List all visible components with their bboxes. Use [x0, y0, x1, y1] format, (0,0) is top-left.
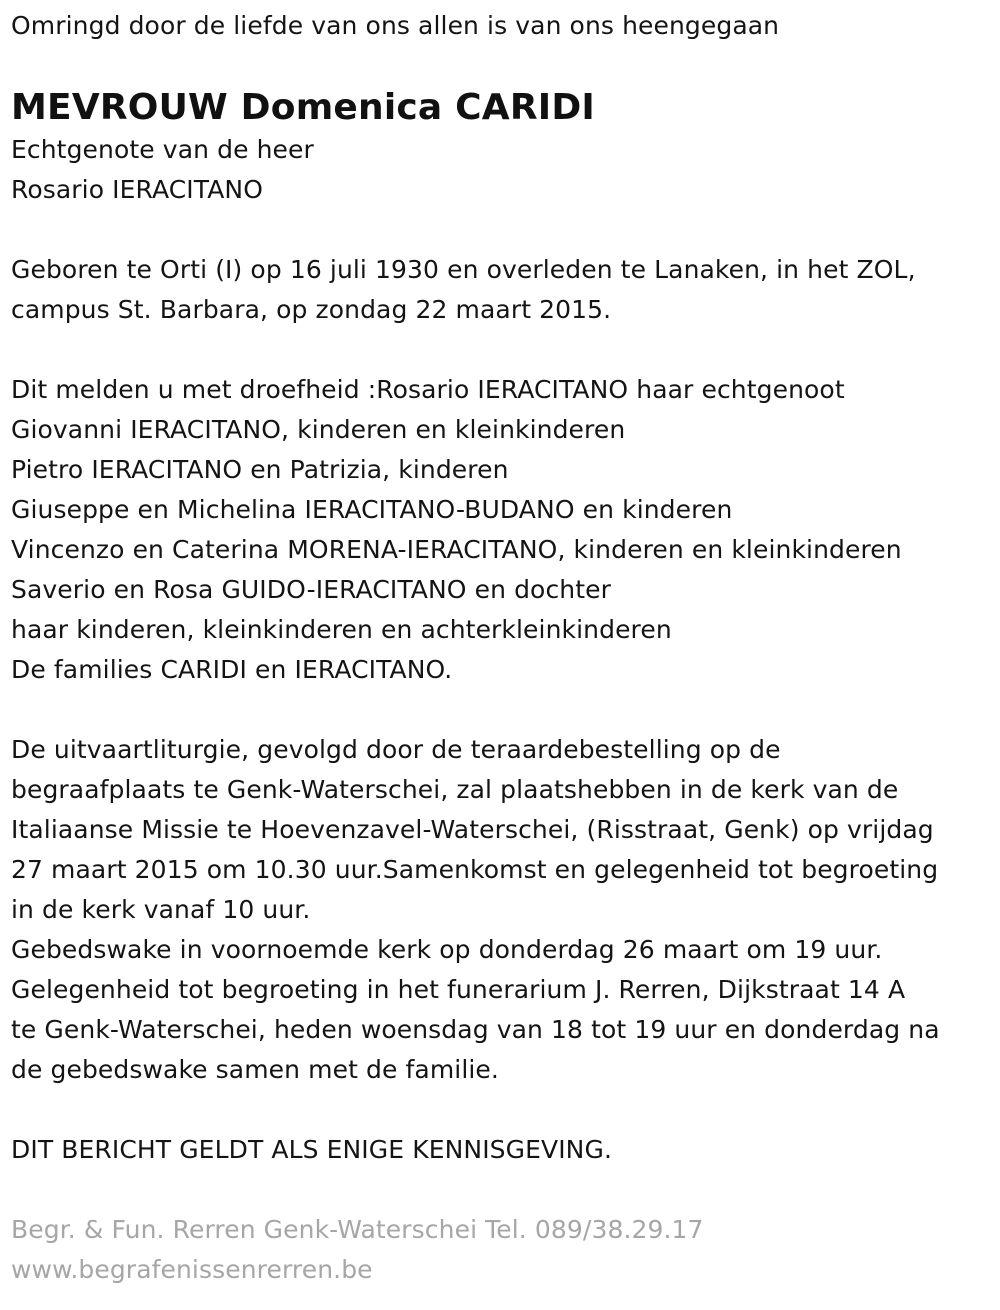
website-link[interactable]: www.begrafenissenrerren.be	[11, 1255, 373, 1284]
family-line: Dit melden u met droefheid :Rosario IERACITANO haar echtgenoot	[11, 375, 845, 404]
family-line: Giuseppe en Michelina IERACITANO-BUDANO en kinderen	[11, 495, 733, 524]
family-line: Saverio en Rosa GUIDO-IERACITANO en dochter	[11, 575, 611, 604]
spacer	[11, 690, 991, 730]
spacer	[11, 1090, 991, 1130]
birth-death-section	[11, 250, 991, 330]
spouse-section	[11, 130, 991, 210]
spouse-line: Rosario IERACITANO	[11, 175, 263, 204]
ceremony-line: begraafplaats te Genk-Waterschei, zal plaatshebben in de kerk van de	[11, 775, 899, 804]
closing-statement: DIT BERICHT GELDT ALS ENIGE KENNISGEVING.	[11, 1135, 612, 1164]
funeral-home-info: Begr. & Fun. Rerren Genk-Waterschei Tel. 089/38.29.17	[11, 1215, 704, 1244]
family-section	[11, 370, 991, 690]
birth-death-line: campus St. Barbara, op zondag 22 maart 2015.	[11, 295, 612, 324]
spacer	[11, 1170, 991, 1210]
family-line: De families CARIDI en IERACITANO.	[11, 655, 453, 684]
ceremony-line: 27 maart 2015 om 10.30 uur.Samenkomst en gelegenheid tot begroeting	[11, 855, 939, 884]
family-line: haar kinderen, kleinkinderen en achterkleinkinderen	[11, 615, 672, 644]
intro-text: Omringd door de liefde van ons allen is van ons heengegaan	[11, 11, 780, 40]
ceremony-section	[11, 730, 991, 1090]
family-line: Giovanni IERACITANO, kinderen en kleinkinderen	[11, 415, 626, 444]
ceremony-line: de gebedswake samen met de familie.	[11, 1055, 499, 1084]
family-line: Vincenzo en Caterina MORENA-IERACITANO, kinderen en kleinkinderen	[11, 535, 902, 564]
ceremony-line: te Genk-Waterschei, heden woensdag van 18 tot 19 uur en donderdag na	[11, 1015, 940, 1044]
footer	[11, 1210, 991, 1290]
spacer	[11, 330, 991, 370]
ceremony-line: Italiaanse Missie te Hoevenzavel-Waterschei, (Risstraat, Genk) op vrijdag	[11, 815, 934, 844]
spacer	[11, 210, 991, 250]
spouse-line: Echtgenote van de heer	[11, 135, 314, 164]
family-line: Pietro IERACITANO en Patrizia, kinderen	[11, 455, 509, 484]
ceremony-line: Gelegenheid tot begroeting in het funerarium J. Rerren, Dijkstraat 14 A	[11, 975, 906, 1004]
ceremony-line: Gebedswake in voornoemde kerk op donderdag 26 maart om 19 uur.	[11, 935, 883, 964]
ceremony-line: De uitvaartliturgie, gevolgd door de teraardebestelling op de	[11, 735, 781, 764]
ceremony-line: in de kerk vanaf 10 uur.	[11, 895, 311, 924]
deceased-name: MEVROUW Domenica CARIDI	[11, 87, 596, 128]
death-notice	[11, 6, 991, 1290]
birth-death-line: Geboren te Orti (I) op 16 juli 1930 en overleden te Lanaken, in het ZOL,	[11, 255, 916, 284]
